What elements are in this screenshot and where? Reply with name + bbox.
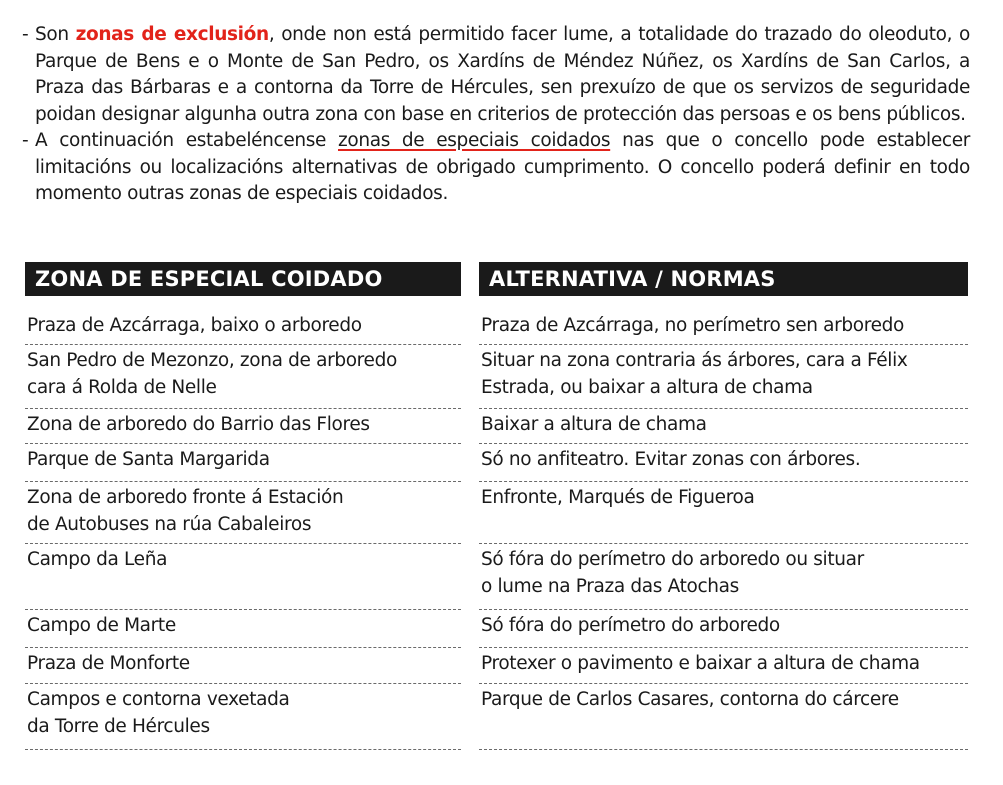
alternative-cell xyxy=(479,648,968,684)
bullet-prefix: Son xyxy=(35,24,76,45)
table-body xyxy=(25,310,968,750)
table-row xyxy=(25,544,968,610)
table-row xyxy=(25,482,968,544)
table-row xyxy=(25,345,968,409)
alternative-cell xyxy=(479,544,968,610)
zone-cell xyxy=(25,444,461,482)
cell-text-line: Enfronte, Marqués de Figueroa xyxy=(481,487,755,508)
zone-cell xyxy=(25,544,461,610)
table-row xyxy=(25,409,968,444)
cell-text-line: o lume na Praza das Atochas xyxy=(481,576,739,597)
cell-text-line: Estrada, ou baixar a altura de chama xyxy=(481,377,813,398)
cell-text-line: Campo da Leña xyxy=(27,549,168,570)
zone-cell xyxy=(25,610,461,648)
alternative-cell xyxy=(479,482,968,544)
cell-text-line: Campo de Marte xyxy=(27,615,176,636)
cell-text-line: Zona de arboredo do Barrio das Flores xyxy=(27,414,370,435)
cell-text-line: San Pedro de Mezonzo, zona de arboredo xyxy=(27,350,397,371)
cell-text-line: Campos e contorna vexetada xyxy=(27,689,290,710)
cell-text-line: Zona de arboredo fronte á Estación xyxy=(27,487,344,508)
header-alternative: ALTERNATIVA / NORMAS xyxy=(479,262,968,296)
cell-text-line: da Torre de Hércules xyxy=(27,716,210,737)
table-row xyxy=(25,648,968,684)
zone-cell xyxy=(25,345,461,409)
bullet-text xyxy=(35,22,970,128)
cell-text-line: cara á Rolda de Nelle xyxy=(27,377,217,398)
cell-text-line: Situar na zona contraria ás árbores, cara a Félix xyxy=(481,350,908,371)
zone-cell xyxy=(25,482,461,544)
alternative-cell xyxy=(479,684,968,750)
zone-cell xyxy=(25,310,461,345)
zone-cell xyxy=(25,648,461,684)
cell-text-line: Praza de Azcárraga, no perímetro sen arboredo xyxy=(481,315,905,336)
cell-text-line: Parque de Santa Margarida xyxy=(27,449,270,470)
header-zone: ZONA DE ESPECIAL COIDADO xyxy=(25,262,461,296)
table-row xyxy=(25,444,968,482)
special-care-zones-underlined: zonas de especiais coidados xyxy=(338,130,611,151)
bullet-dash: - xyxy=(22,130,29,151)
alternative-cell xyxy=(479,409,968,444)
intro-bullet-special-care xyxy=(22,128,970,208)
cell-text-line: Protexer o pavimento e baixar a altura de chama xyxy=(481,653,920,674)
table-row xyxy=(25,610,968,648)
table-row xyxy=(25,684,968,750)
alternative-cell xyxy=(479,444,968,482)
bullet-body: , onde non está permitido facer lume, a totalidade do trazado do oleoduto, o Parque de Bens e o Monte de San Pedro, os Xardíns de Méndez Núñez, os Xardíns de San Carlos, a Praza das Bárbaras e a contorna da Torre de Hércules, sen prexuízo de que os servizos de seguridade poidan designar algunha outra zona con base en criterios de protección das persoas e os bens públicos. xyxy=(35,24,970,125)
cell-text-line: de Autobuses na rúa Cabaleiros xyxy=(27,514,312,535)
cell-text-line: Baixar a altura de chama xyxy=(481,414,707,435)
alternative-cell xyxy=(479,345,968,409)
cell-text-line: Praza de Monforte xyxy=(27,653,190,674)
cell-text-line: Parque de Carlos Casares, contorna do cárcere xyxy=(481,689,899,710)
cell-text-line: Só fóra do perímetro do arboredo ou situar xyxy=(481,549,864,570)
zone-cell xyxy=(25,409,461,444)
bullet-prefix: A continuación estabeléncense xyxy=(35,130,338,151)
bullet-text xyxy=(35,128,970,208)
alternative-cell xyxy=(479,610,968,648)
table-header xyxy=(25,262,968,296)
intro-text xyxy=(22,22,970,208)
cell-text-line: Só no anfiteatro. Evitar zonas con árbores. xyxy=(481,449,861,470)
bullet-body: nas que o concello pode establecer limitacións ou localizacións alternativas de obrigado cumprimento. O concello poderá definir en todo momento outras zonas de especiais coidados. xyxy=(35,130,970,204)
cell-text-line: Só fóra do perímetro do arboredo xyxy=(481,615,780,636)
intro-bullet-exclusion xyxy=(22,22,970,128)
cell-text-line: Praza de Azcárraga, baixo o arboredo xyxy=(27,315,362,336)
zone-cell xyxy=(25,684,461,750)
special-care-table xyxy=(25,262,968,750)
table-row xyxy=(25,310,968,345)
alternative-cell xyxy=(479,310,968,345)
bullet-dash: - xyxy=(22,24,29,45)
exclusion-zones-highlight: zonas de exclusión xyxy=(75,24,269,45)
